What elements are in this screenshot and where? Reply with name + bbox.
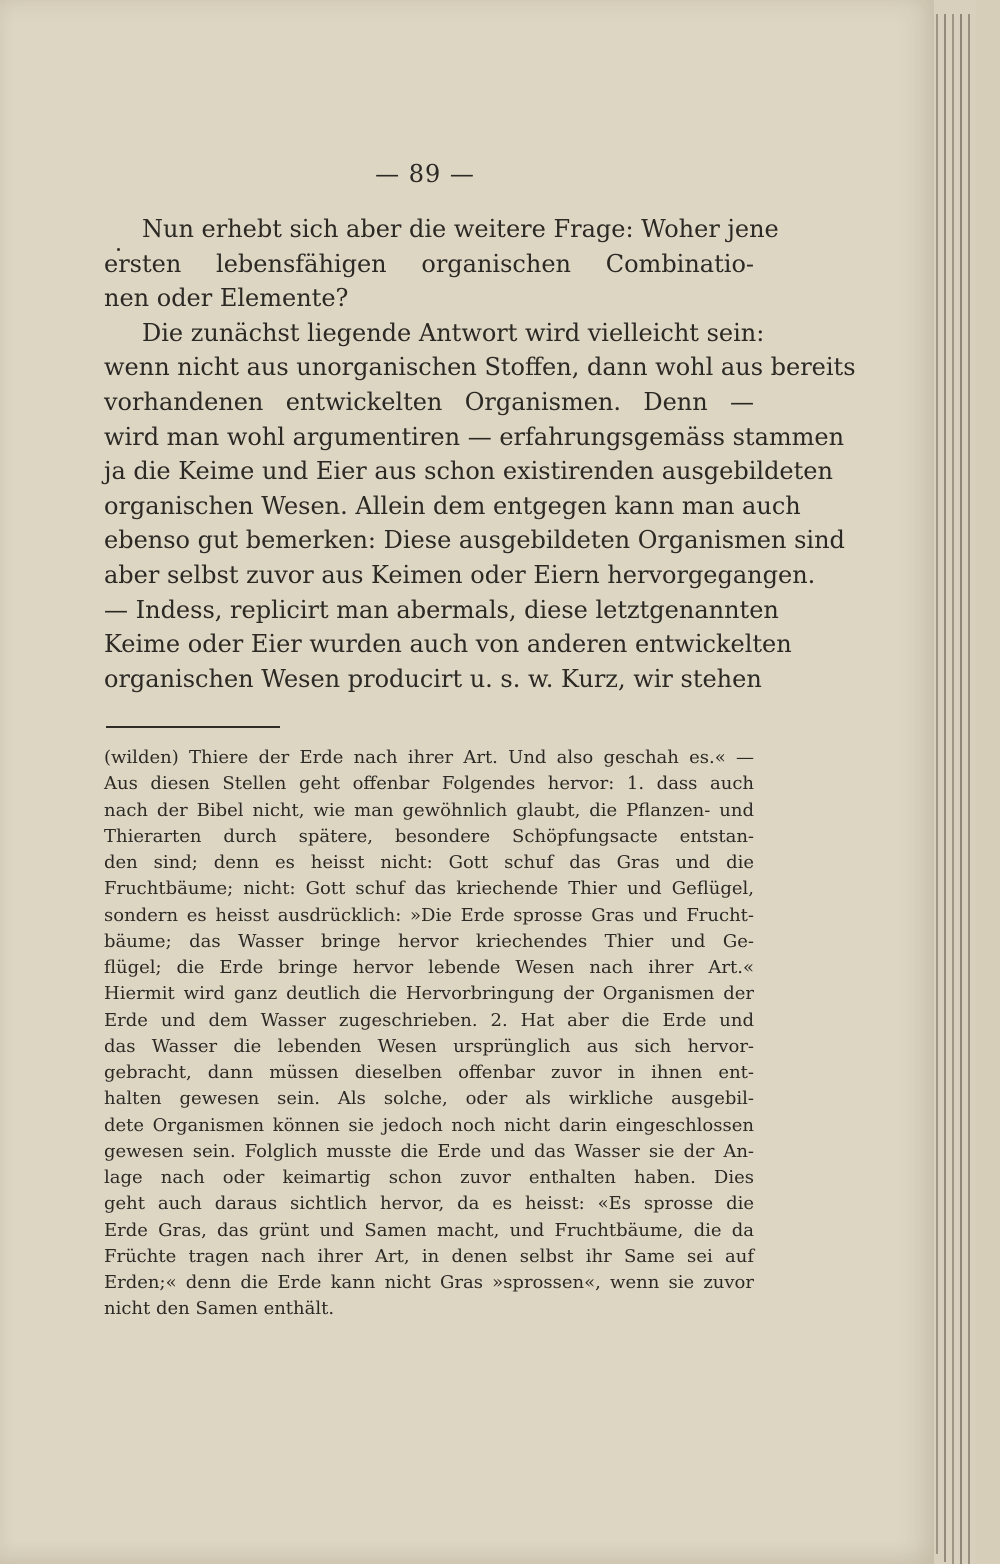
footnote-line: Erde und dem Wasser zugeschrieben. 2. Hat aber die Erde und [104,1009,754,1031]
page-edge-line [952,14,954,1564]
text-line: wenn nicht aus unorganischen Stoffen, dann wohl aus bereits [104,353,856,382]
footnote-separator-rule [106,726,280,728]
footnote-line: halten gewesen sein. Als solche, oder als wirkliche ausgebil- [104,1088,754,1110]
page-edge-line [936,14,938,1554]
footnote-line: flügel; die Erde bringe hervor lebende Wesen nach ihrer Art.« [104,957,754,978]
text-line: Nun erhebt sich aber die weitere Frage: Woher jene [142,215,779,243]
footnote-line: Aus diesen Stellen geht offenbar Folgendes hervor: 1. dass auch [104,773,754,795]
text-line: ebenso gut bemerken: Diese ausgebildeten Organismen sind [104,526,845,555]
text-line: vorhandenen entwickelten Organismen. Denn — [104,387,754,416]
text-line: ersten lebensfähigen organischen Combinatio- [104,249,754,278]
book-fore-edge [976,0,1000,1564]
page-number: — 89 — [375,160,475,188]
footnote-line: dete Organismen können sie jedoch noch nicht darin eingeschlossen [104,1114,754,1136]
footnote-block [104,745,754,1323]
footnote-line: lage nach oder keimartig schon zuvor enthalten haben. Dies [104,1167,754,1188]
main-text-block [104,212,856,696]
footnote-line: Erden;« denn die Erde kann nicht Gras »sprossen«, wenn sie zuvor [104,1272,754,1293]
footnote-line: sondern es heisst ausdrücklich: »Die Erde sprosse Gras und Frucht- [104,904,754,926]
footnote-line: gewesen sein. Folglich musste die Erde und das Wasser sie der An- [104,1140,754,1162]
text-line: aber selbst zuvor aus Keimen oder Eiern hervorgegangen. [104,560,816,589]
footnote-line: Früchte tragen nach ihrer Art, in denen selbst ihr Same sei auf [104,1245,754,1267]
footnote-line: Thierarten durch spätere, besondere Schöpfungsacte entstan- [104,825,754,847]
footnote-line: das Wasser die lebenden Wesen ursprünglich aus sich hervor- [104,1035,754,1057]
footnote-line: Hiermit wird ganz deutlich die Hervorbringung der Organismen der [104,983,754,1005]
text-line: organischen Wesen. Allein dem entgegen kann man auch [104,491,801,520]
text-line: nen oder Elemente? [104,284,349,313]
text-line: wird man wohl argumentiren — erfahrungsgemäss stammen [104,422,845,451]
text-line: organischen Wesen producirt u. s. w. Kurz, wir stehen [104,664,762,693]
footnote-line: Erde Gras, das grünt und Samen macht, und Fruchtbäume, die da [104,1219,754,1241]
footnote-line: geht auch daraus sichtlich hervor, da es heisst: «Es sprosse die [104,1193,754,1215]
text-line: — Indess, replicirt man abermals, diese letztgenannten [104,595,779,624]
footnote-line: bäume; das Wasser bringe hervor kriechendes Thier und Ge- [104,930,754,952]
footnote-line: (wilden) Thiere der Erde nach ihrer Art. Und also geschah es.« — [104,747,754,768]
footnote-line: nicht den Samen enthält. [104,1298,335,1320]
text-line: ja die Keime und Eier aus schon existirenden ausgebildeten [104,457,833,486]
footnote-line: gebracht, dann müssen dieselben offenbar zuvor in ihnen ent- [104,1062,754,1083]
text-line: Keime oder Eier wurden auch von anderen entwickelten [104,630,792,659]
footnote-line: den sind; denn es heisst nicht: Gott schuf das Gras und die [104,852,754,873]
page-edge-line [960,14,962,1564]
footnote-line: Fruchtbäume; nicht: Gott schuf das kriechende Thier und Geflügel, [104,878,754,900]
page-edge-line [968,14,970,1564]
footnote-line: nach der Bibel nicht, wie man gewöhnlich glaubt, die Pflanzen- und [104,799,754,821]
page-edge-line [944,14,946,1562]
text-line: Die zunächst liegende Antwort wird vielleicht sein: [142,318,765,347]
